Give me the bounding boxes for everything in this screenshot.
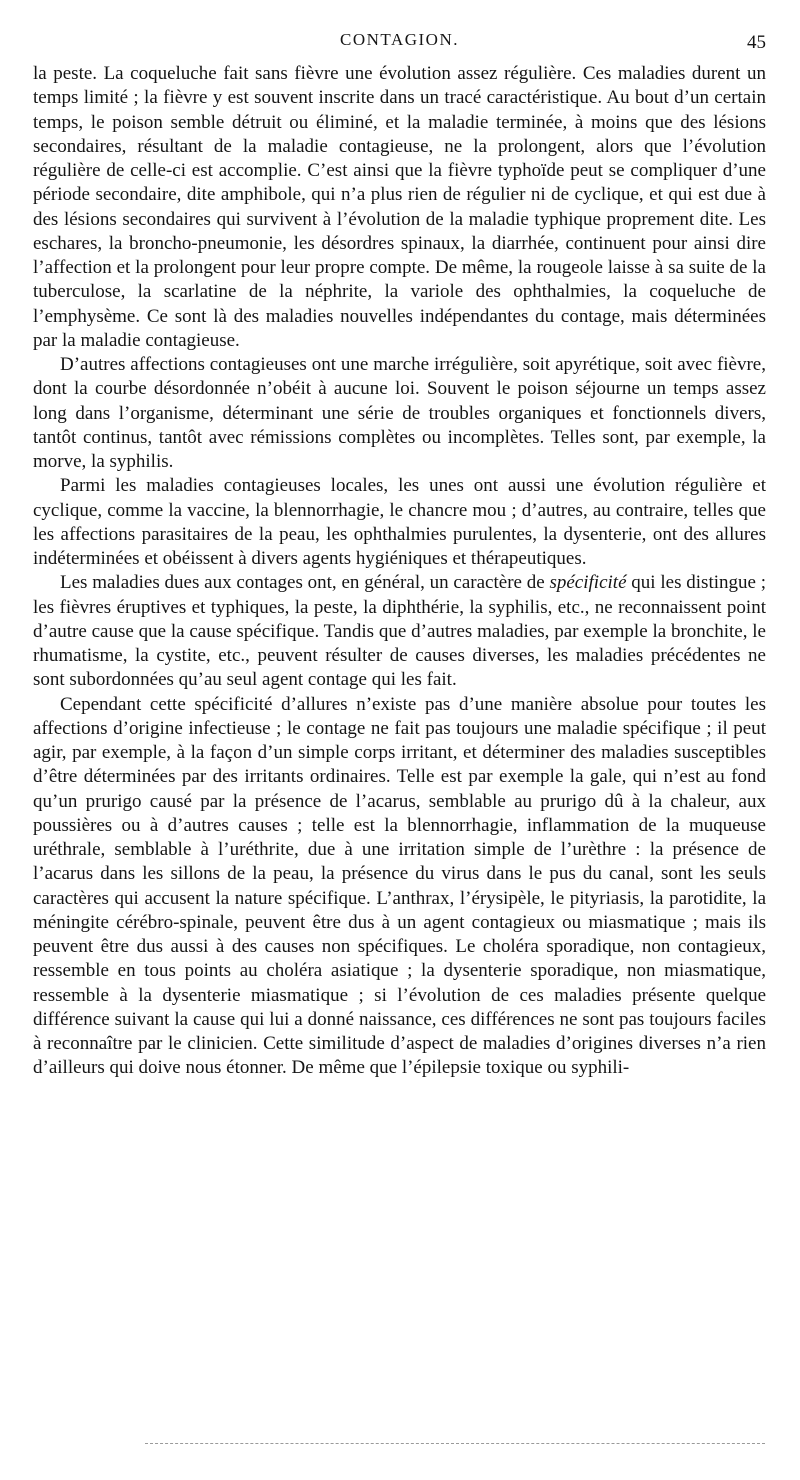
paragraph: Parmi les maladies contagieuses locales, les unes ont aussi une évolution régulière et cyclique, comme la vaccine, la blennorrhagie, le chancre mou ; d’autres, au contraire, telles que les affections parasitaires de la peau, les ophthalmies purulentes, la dysenterie, ont des allures indéterminées et obéissent à divers agents hygiéniques et thérapeutiques. [33,475,766,569]
paragraph-specificite [33,571,766,692]
paragraph-text: qui les distingue ; les fièvres éruptives et typhiques, la peste, la diphthérie, la syphilis, etc., ne reconnaissent point d’autre cause que la cause spécifique. Tandis que d’autres maladies, par exemple la bronchite, le rhumatisme, la cystite, etc., peuvent résulter de causes diverses, les maladies précédentes ne sont subordonnées qu’au seul agent contage qui les fait. [33,572,767,691]
paragraph: D’autres affections contagieuses ont une marche irrégulière, soit apyrétique, soit avec fièvre, dont la courbe désordonnée n’obéit à aucune loi. Souvent le poison séjourne un temps assez long dans l’organisme, déterminant une série de troubles organiques et fonctionnels divers, tantôt continus, tantôt avec rémissions complètes ou incomplètes. Telles sont, par exemple, la morve, la syphilis. [33,354,766,472]
page-body [33,62,766,1081]
emphasized-term: spécificité [549,572,627,594]
paragraph-text: Les maladies dues aux contages ont, en général, un caractère de [60,572,550,594]
paragraph: Cependant cette spécificité d’allures n’existe pas d’une manière absolue pour toutes les affections d’origine infectieuse ; le contage ne fait pas toujours une maladie spécifique ; il peut agir, par exemple, à la façon d’un simple corps irritant, et déterminer des maladies susceptibles d’être déterminées par des irritants ordinaires. Telle est par exemple la gale, qui n’est au fond qu’un prurigo causé par la présence de l’acarus, semblable au prurigo dû à la chaleur, aux poussières ou à d’autres causes ; telle est la blennorrhagie, inflammation de la muqueuse uréthrale, semblable à l’uréthrite, due à une irritation simple de l’urèthre : la présence de l’acarus dans les sillons de la peau, la présence du virus dans le pus du canal, sont les seuls caractères qui accusent la nature spécifique. L’anthrax, l’érysipèle, le pityriasis, la parotidite, la méningite cérébro-spinale, peuvent être dus à un agent contagieux ou miasmatique ; mais ils peuvent être dus aussi à des causes non spécifiques. Le choléra sporadique, non contagieux, ressemble en tous points au choléra asiatique ; la dysenterie sporadique, non miasmatique, ressemble à la dysenterie miasmatique ; si l’évolution de ces maladies présente quelque différence suivant la cause qui lui a donné naissance, ces différences ne sont pas toujours faciles à reconnaître par le clinicien. Cette similitude d’aspect de maladies d’origines diverses n’a rien d’ailleurs qui doive nous étonner. De même que l’épilepsie toxique ou syphili- [33,693,766,1079]
bottom-print-artifact [145,1443,765,1444]
page-header [33,30,766,56]
running-head: CONTAGION. [340,30,459,49]
paragraph-continued: la peste. La coqueluche fait sans fièvre une évolution assez régulière. Ces maladies durent un temps limité ; la fièvre y est souvent inscrite dans un tracé caractéristique. Au bout d’un certain temps, le poison semble détruit ou éliminé, et la maladie terminée, à moins que des lésions secondaires, résultant de la maladie contagieuse, ne la prolongent, alors que l’évolution régulière de celle-ci est accomplie. C’est ainsi que la fièvre typhoïde peut se compliquer d’une période secondaire, dite amphibole, qui n’a plus rien de régulier ni de cyclique, et qui est due à des lésions secondaires qui survivent à l’évolution de la maladie typhique proprement dite. Les eschares, la broncho-pneumonie, les désordres spinaux, la diarrhée, continuent pour ainsi dire l’affection et la prolongent pour leur propre compte. De même, la rougeole laisse à sa suite de la tuberculose, la scarlatine de la néphrite, la variole des ophthalmies, la coqueluche de l’emphysème. Ce sont là des maladies nouvelles indépendantes du contage, mais déterminées par la maladie contagieuse. [33,63,766,351]
page-number: 45 [747,32,766,53]
